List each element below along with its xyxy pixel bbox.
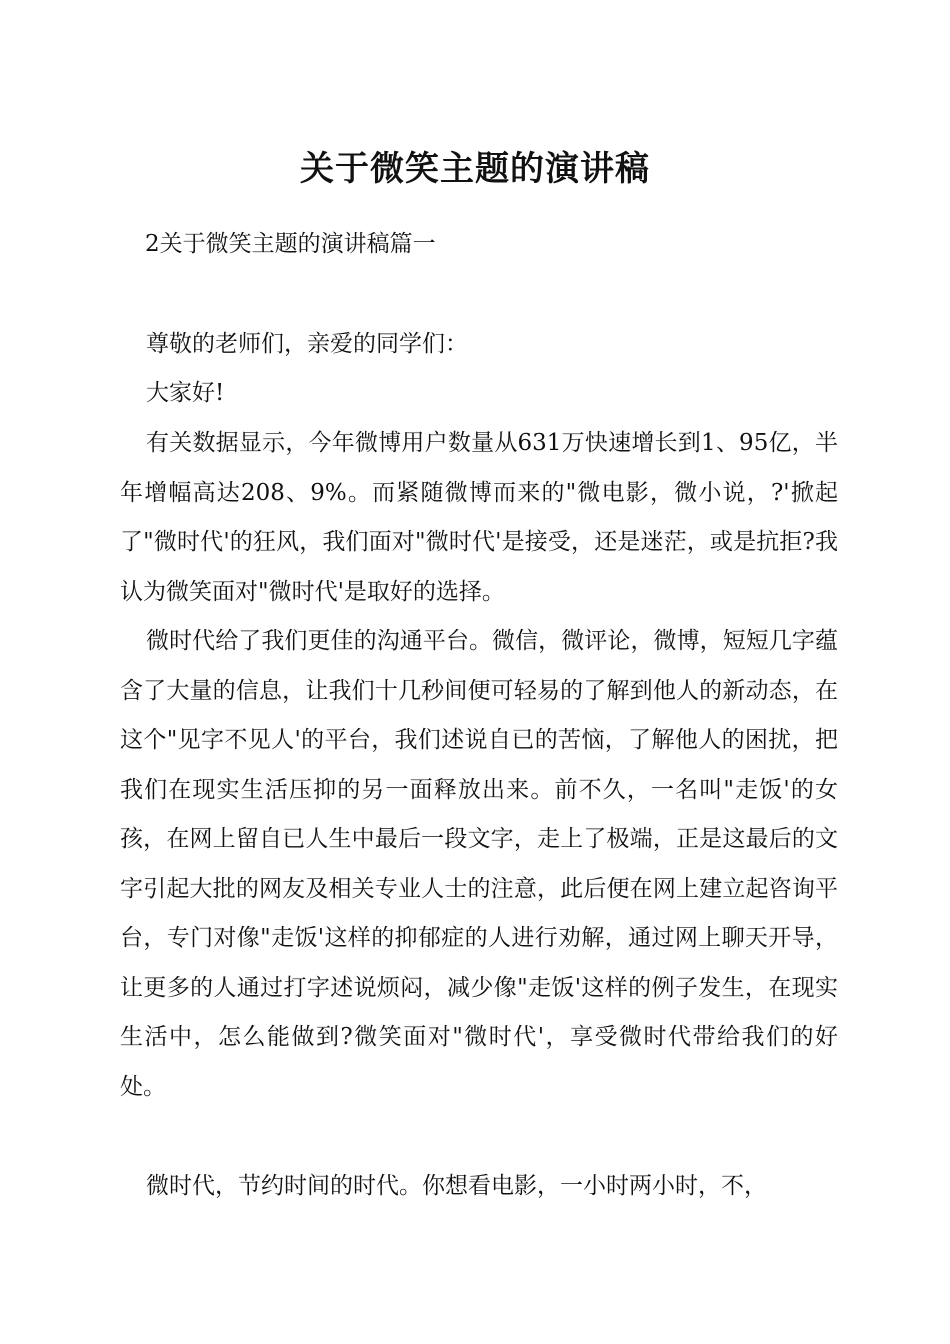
- paragraph-hello: 大家好!: [146, 380, 225, 406]
- document-title: 关于微笑主题的演讲稿: [300, 149, 650, 189]
- paragraph-greeting: 尊敬的老师们，亲爱的同学们：: [146, 331, 468, 357]
- paragraph-time-saving: 微时代，节约时间的时代。你想看电影，一小时两小时，不，: [146, 1173, 767, 1199]
- document-subtitle: 2关于微笑主题的演讲稿篇一: [145, 231, 436, 257]
- paragraph-communication: 微时代给了我们更佳的沟通平台。微信，微评论，微博，短短几字蕴含了大量的信息，让我们十几秒间便可轻易的了解到他人的新动态，在这个"见字不见人'的平台，我们述说自已的苦恼，了解他人的困扰，把我们在现实生活压抑的另一面释放出来。前不久，一名叫"走饭'的女孩，在网上留自已人生中最后一段文字，走上了极端，正是这最后的文字引起大批的网友及相关专业人士的注意，此后便在网上建立起咨询平台，专门对像"走饭'这样的抑郁症的人进行劝解，通过网上聊天开导，让更多的人通过打字述说烦闷，减少像"走饭'这样的例子发生，在现实生活中，怎么能做到?微笑面对"微时代'，享受微时代带给我们的好处。: [120, 628, 838, 1100]
- paragraph-data: 有关数据显示，今年微博用户数量从631万快速增长到1、95亿，半年增幅高达208、9%。而紧随微博而来的"微电影，微小说，?'掀起了"微时代'的狂风，我们面对"微时代'是接受，还是迷茫，或是抗拒?我认为微笑面对"微时代'是取好的选择。: [120, 430, 838, 605]
